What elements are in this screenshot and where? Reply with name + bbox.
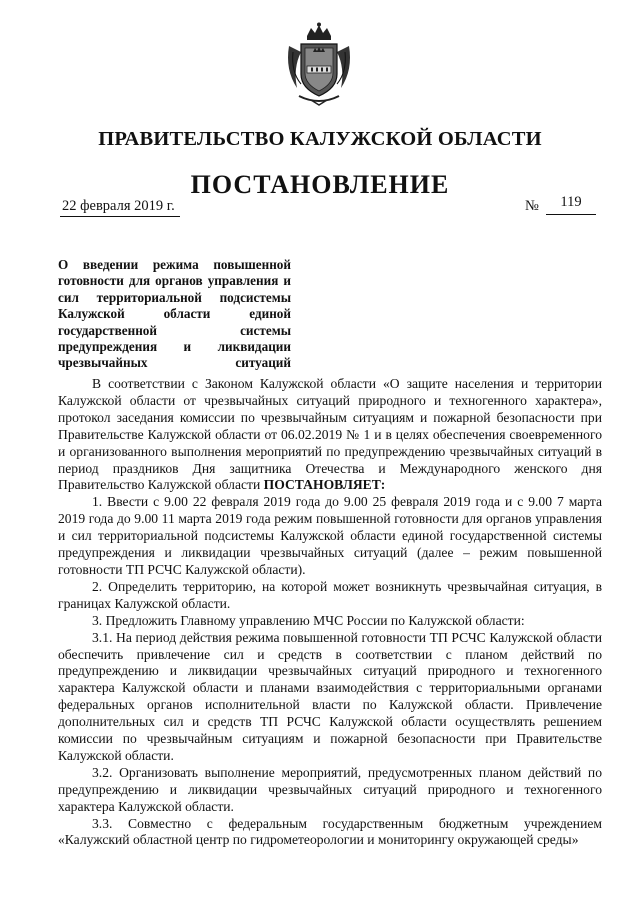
paragraph-3-1: 3.1. На период действия режима повышенной готовности ТП РСЧС Калужской области обеспечить привлечение сил и средств в соответствии с планом действий по предупреждению и ликвидации чрезвычайных ситуаций природного и техногенного характера Калужской области и планами взаимодействия с территориальными органами федеральных органов исполнительной власти по Калужской области. Привлечение дополнительных сил и средств ТП РСЧС Калужской области осуществлять решением комиссии по чрезвычайным ситуациям и пожарной безопасности при Правительстве Калужской области. [58, 629, 602, 763]
document-title: ПОСТАНОВЛЕНИЕ [190, 170, 450, 199]
number-label: № [525, 198, 539, 214]
paragraph-3-3: 3.3. Совместно с федеральным государственным бюджетным учреждением «Калужский областной центр по гидрометеорологии и мониторингу окружающей среды» [58, 815, 602, 848]
government-title: ПРАВИТЕЛЬСТВО КАЛУЖСКОЙ ОБЛАСТИ [98, 128, 542, 150]
document-body [58, 376, 602, 849]
paragraph-3: 3. Предложить Главному управлению МЧС России по Калужской области: [92, 612, 525, 628]
document-number: 119 [546, 194, 596, 215]
coat-of-arms-icon [283, 22, 355, 106]
paragraph-2: 2. Определить территорию, на которой может возникнуть чрезвычайная ситуация, в границах Калужской области. [58, 578, 602, 611]
preamble-text: В соответствии с Законом Калужской области «О защите населения и территории Калужской области от чрезвычайных ситуаций природного и техногенного характера», протокол заседания комиссии по чрезвычайным ситуациям и пожарной безопасности при Правительстве Калужской области от 06.02.2019 № 1 и в целях обеспечения своевременного и организованного выполнения мероприятий по предупреждению чрезвычайных ситуаций в период праздников Дня защитника Отечества и Международного женского дня Правительство Калужской области [58, 376, 602, 493]
document-date: 22 февраля 2019 г. [60, 198, 180, 217]
paragraph-3-2: 3.2. Организовать выполнение мероприятий, предусмотренных планом действий по предупреждению и ликвидации чрезвычайных ситуаций природного и техногенного характера Калужской области. [58, 764, 602, 814]
preamble-paragraph [58, 376, 602, 494]
resolves-keyword: ПОСТАНОВЛЯЕТ: [263, 477, 386, 493]
paragraph-1: 1. Ввести с 9.00 22 февраля 2019 года до 9.00 25 февраля 2019 года и с 9.00 7 марта 2019 года до 9.00 11 марта 2019 года режим повышенной готовности для органов управления и сил территориальной подсистемы Калужской области единой государственной системы предупреждения и ликвидации чрезвычайных ситуаций (далее – режим повышенной готовности ТП РСЧС Калужской области). [58, 494, 602, 577]
document-subject: О введении режима повышенной готовности для органов управления и сил территориальной подсистемы Калужской области единой государственной системы предупреждения и ликвидации чрезвычайных ситуаций [58, 257, 291, 371]
